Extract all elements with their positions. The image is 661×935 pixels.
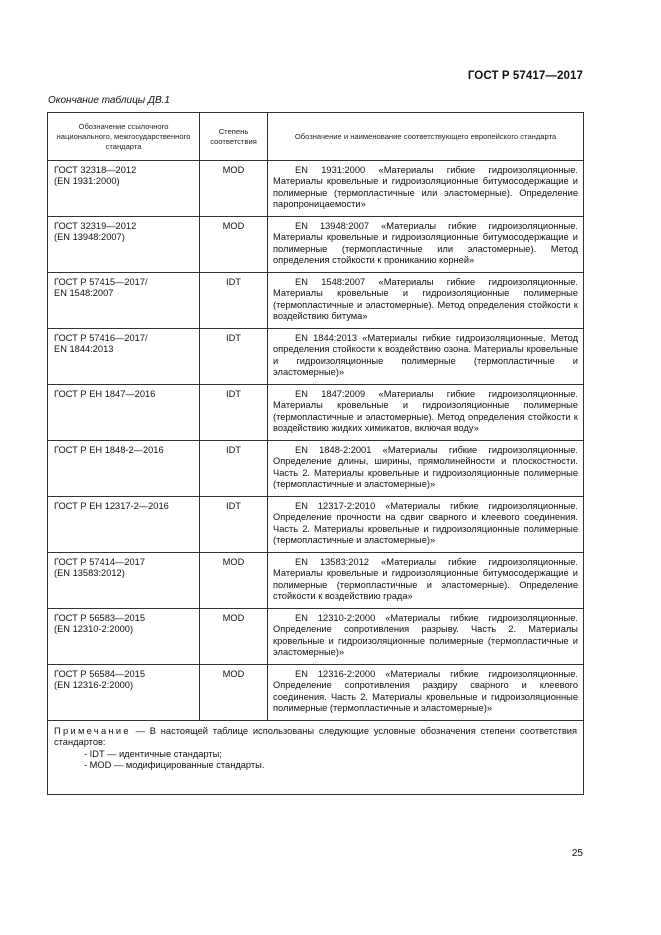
degree-cell: MOD [200,665,268,721]
european-standard-cell: EN 1847:2009 «Материалы гибкие гидроизоляционные. Материалы кровельные и гидроизоляционные полимерные (термопластичные и эластомерные). Метод определения стойкости к воздействию жидких химикатов, включая воду» [268,385,584,441]
national-standard-cell [48,161,200,217]
note-item-idt: - IDT — идентичные стандарты; [84,748,222,759]
national-standard-cell [48,665,200,721]
national-standard-cell [48,329,200,385]
european-standard-cell: EN 12317-2:2010 «Материалы гибкие гидроизоляционные. Определение прочности на сдвиг сварного и клеевого соединения. Часть 2. Материалы кровельные и гидроизоляционные полимерные (термопластичные и эластомерные)» [268,497,584,553]
degree-cell: MOD [200,609,268,665]
national-standard-reference: (EN 12310-2:2000) [54,624,134,635]
national-standard-code: ГОСТ Р 57416—2017/ [54,333,148,343]
national-standard-code: ГОСТ Р 57414—2017 [54,557,146,567]
degree-cell: IDT [200,497,268,553]
note-row [48,721,584,795]
european-standard-cell: EN 13583:2012 «Материалы гибкие гидроизоляционные. Материалы кровельные и гидроизоляционные битумосодержащие и полимерные (термопластичные и эластомерные). Определение стойкости к воздействию града» [268,553,584,609]
national-standard-cell [48,385,200,441]
degree-cell: IDT [200,385,268,441]
table-row [48,665,584,721]
degree-cell: IDT [200,273,268,329]
table-row [48,329,584,385]
national-standard-code: ГОСТ Р 56583—2015 [54,613,146,623]
national-standard-cell [48,217,200,273]
table-row [48,553,584,609]
degree-cell: IDT [200,441,268,497]
national-standard-reference: (EN 13948:2007) [54,232,125,243]
table-row [48,441,584,497]
national-standard-reference: (EN 12316-2:2000) [54,680,134,691]
degree-cell: MOD [200,161,268,217]
table-note [48,721,584,795]
note-text: — В настоящей таблице использованы следующие условные обозначения степени соответствия стандартов: [54,726,577,748]
note-label: Примечание [54,726,131,736]
page-number: 25 [571,848,583,859]
table-header-row [48,113,584,161]
table-row [48,497,584,553]
european-standard-cell: EN 1844:2013 «Материалы гибкие гидроизоляционные. Метод определения стойкости к воздействию озона. Материалы кровельные и гидроизоляционные полимерные (термопластичные и эластомерные)» [268,329,584,385]
national-standard-cell [48,553,200,609]
table-row [48,161,584,217]
national-standard-code: ГОСТ Р 56584—2015 [54,669,146,679]
european-standard-cell: EN 12316-2:2000 «Материалы гибкие гидроизоляционные. Определение сопротивления раздиру сварного и клеевого соединения. Часть 2. Материалы кровельные и гидроизоляционные полимерные (термопластичные и эластомерные)» [268,665,584,721]
national-standard-cell [48,273,200,329]
standards-table [47,112,584,795]
european-standard-cell: EN 13948:2007 «Материалы гибкие гидроизоляционные. Материалы кровельные и гидроизоляционные битумосодержащие и полимерные (термопластичные или эластомерные). Метод определения стойкости к прониканию корней» [268,217,584,273]
table-caption: Окончание таблицы ДВ.1 [48,95,170,106]
european-standard-cell: EN 12310-2:2000 «Материалы гибкие гидроизоляционные. Определение сопротивления разрыву. Часть 2. Материалы кровельные и гидроизоляционные полимерные (термопластичные и эластомерные)» [268,609,584,665]
national-standard-code: ГОСТ 32319—2012 [54,221,137,231]
column-header-national: Обозначение ссылочного национального, межгосударственного стандарта [48,113,200,161]
national-standard-code: ГОСТ Р ЕН 1847—2016 [54,389,156,399]
national-standard-cell [48,609,200,665]
table-row [48,385,584,441]
european-standard-cell: EN 1548:2007 «Материалы гибкие гидроизоляционные. Материалы кровельные и гидроизоляционные полимерные (термопластичные и эластомерные). Метод определения стойкости к воздействию битума» [268,273,584,329]
national-standard-cell [48,497,200,553]
european-standard-cell: EN 1848-2:2001 «Материалы гибкие гидроизоляционные. Определение длины, ширины, прямолинейности и плоскостности. Часть 2. Материалы кровельные и гидроизоляционные полимерные (термопластичные и эластомерные)» [268,441,584,497]
national-standard-reference: EN 1548:2007 [54,288,114,299]
national-standard-cell [48,441,200,497]
document-code: ГОСТ Р 57417—2017 [467,70,583,82]
national-standard-code: ГОСТ Р ЕН 1848-2—2016 [54,445,164,455]
degree-cell: MOD [200,217,268,273]
national-standard-reference: (EN 1931:2000) [54,176,120,187]
table-row [48,273,584,329]
degree-cell: IDT [200,329,268,385]
national-standard-reference: EN 1844:2013 [54,344,114,355]
table-row [48,217,584,273]
note-item-mod: - MOD — модифицированные стандарты. [84,760,265,771]
european-standard-cell: EN 1931:2000 «Материалы гибкие гидроизоляционные. Материалы кровельные и гидроизоляционные битумосодержащие и полимерные (термопластичные или эластомерные). Определение паропроницаемости» [268,161,584,217]
degree-cell: MOD [200,553,268,609]
table-row [48,609,584,665]
national-standard-code: ГОСТ Р 57415—2017/ [54,277,148,287]
column-header-degree: Степень соответствия [200,113,268,161]
national-standard-code: ГОСТ Р ЕН 12317-2—2016 [54,501,169,511]
national-standard-code: ГОСТ 32318—2012 [54,165,137,175]
column-header-european: Обозначение и наименование соответствующего европейского стандарта [268,113,584,161]
national-standard-reference: (EN 13583:2012) [54,568,125,579]
